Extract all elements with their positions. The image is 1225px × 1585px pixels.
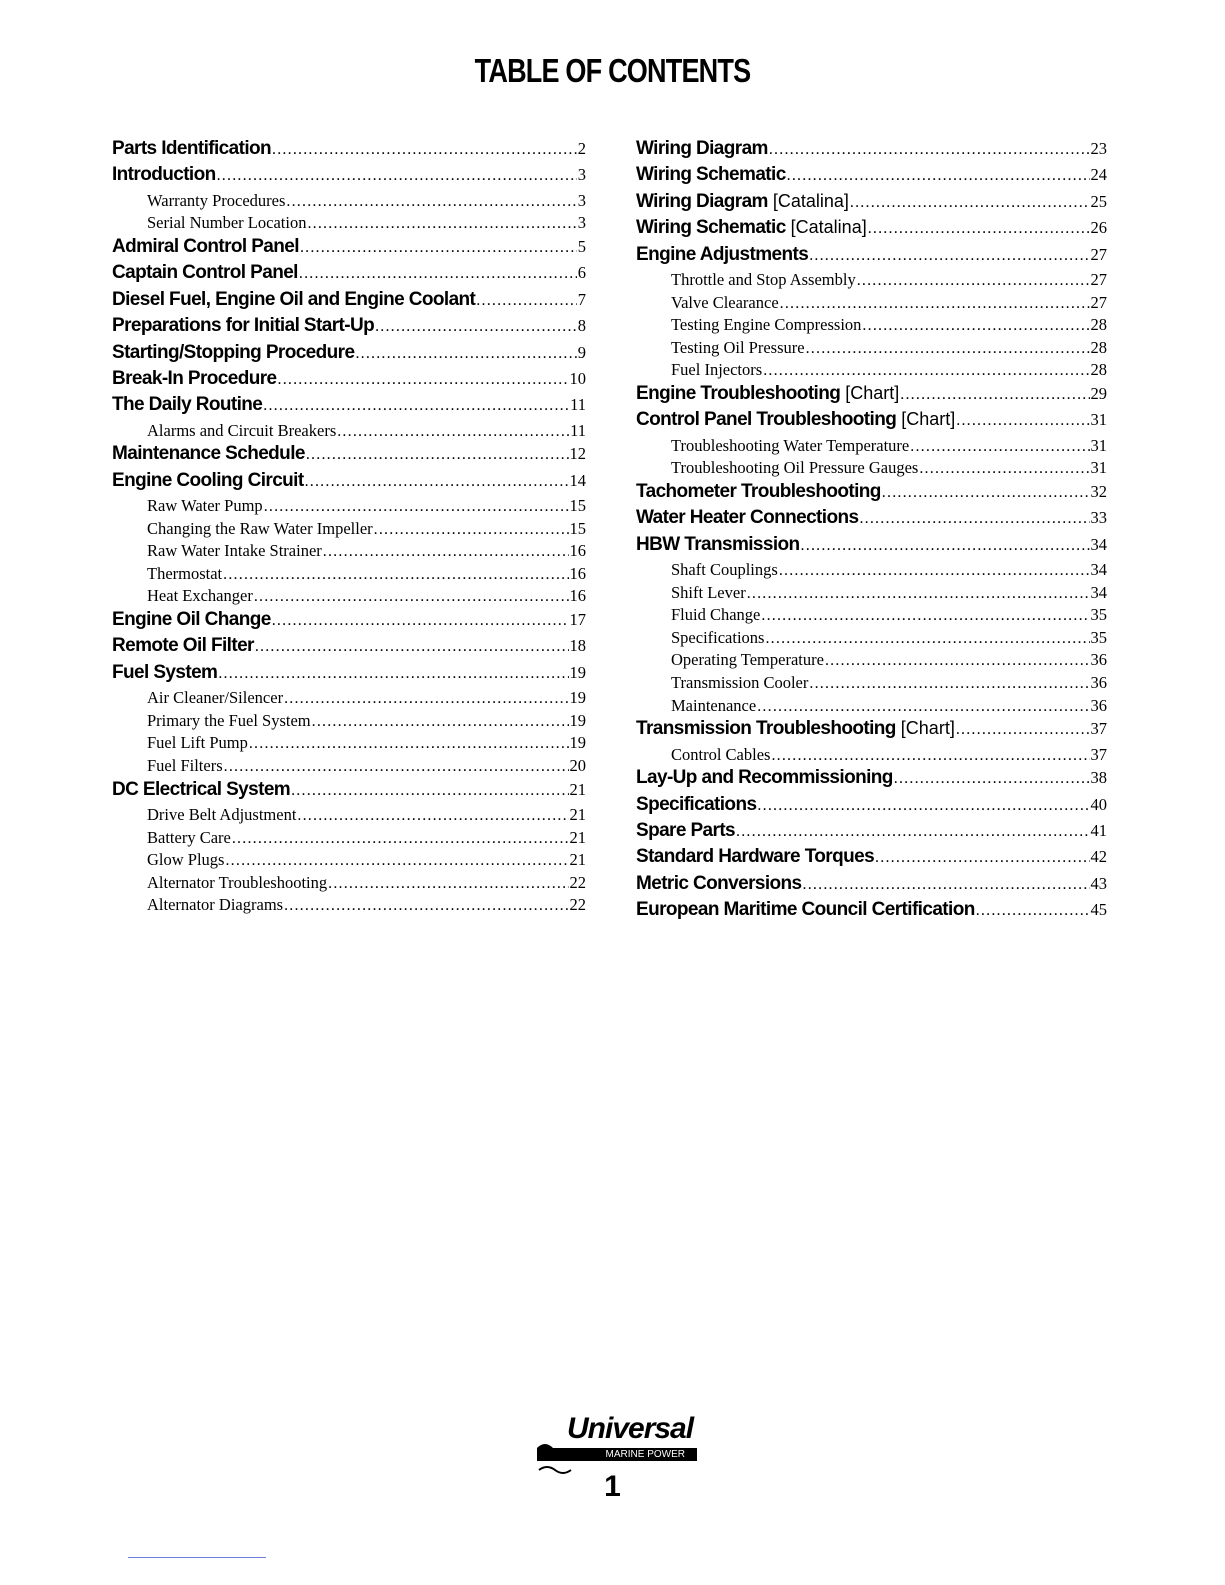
entry-title: Parts Identification — [112, 138, 272, 159]
entry-page-number: 24 — [1090, 165, 1107, 185]
entry-title: Testing Engine Compression — [671, 315, 862, 335]
entry-title: Specifications — [636, 793, 757, 815]
entry-title: Diesel Fuel, Engine Oil and Engine Coolant — [112, 288, 476, 310]
toc-subsection-entry[interactable] — [636, 270, 1107, 293]
toc-subsection-entry[interactable] — [636, 338, 1107, 361]
entry-title: Fuel System — [112, 661, 218, 683]
dot-leader — [263, 397, 569, 415]
toc-subsection-entry[interactable] — [636, 360, 1107, 383]
entry-title: HBW Transmission — [636, 533, 800, 555]
dot-leader — [255, 638, 569, 656]
entry-page-number: 40 — [1090, 794, 1107, 814]
toc-section-entry[interactable] — [636, 767, 1107, 793]
entry-title: Testing Oil Pressure — [671, 337, 805, 357]
dot-leader — [337, 423, 569, 441]
toc-section-entry[interactable] — [636, 217, 1107, 243]
toc-subsection-entry[interactable] — [636, 650, 1107, 673]
dot-leader — [736, 823, 1089, 841]
toc-section-entry[interactable] — [636, 534, 1107, 560]
dot-leader — [857, 272, 1090, 290]
entry-page-number: 37 — [1090, 744, 1107, 764]
toc-section-entry[interactable] — [636, 191, 1107, 217]
toc-section-entry[interactable] — [112, 262, 586, 288]
entry-page-number: 10 — [569, 368, 586, 388]
dot-leader — [306, 446, 569, 464]
entry-title: Lay-Up and Recommissioning — [636, 767, 893, 789]
entry-page-number: 29 — [1090, 383, 1107, 403]
dot-leader — [806, 340, 1090, 358]
entry-title: Control Cables — [671, 744, 771, 764]
entry-title: Standard Hardware Torques — [636, 846, 875, 868]
entry-title: Preparations for Initial Start-Up — [112, 315, 375, 337]
toc-subsection-entry[interactable] — [636, 605, 1107, 628]
dot-leader — [249, 735, 569, 753]
entry-title: Break-In Procedure — [112, 367, 277, 389]
dot-leader — [297, 807, 568, 825]
entry-page-number: 34 — [1090, 534, 1107, 554]
entry-page-number: 19 — [569, 662, 586, 682]
entry-page-number: 15 — [569, 496, 586, 516]
logo-tagline: MARINE POWER — [537, 1448, 697, 1461]
dot-leader — [956, 412, 1089, 430]
dot-leader — [323, 543, 569, 561]
entry-page-number: 11 — [570, 420, 586, 440]
entry-page-number: 21 — [569, 779, 586, 799]
dot-leader — [747, 585, 1090, 603]
entry-page-number: 11 — [570, 395, 586, 415]
entry-title: Alternator Diagrams — [147, 895, 284, 915]
toc-subsection-entry[interactable] — [636, 745, 1107, 768]
entry-title: Engine Oil Change — [112, 609, 271, 631]
entry-page-number: 34 — [1090, 560, 1107, 580]
dot-leader — [291, 782, 568, 800]
entry-page-number: 35 — [1090, 605, 1107, 625]
entry-page-number: 45 — [1090, 900, 1107, 920]
dot-leader — [771, 747, 1089, 765]
entry-page-number: 19 — [569, 710, 586, 730]
toc-subsection-entry[interactable] — [112, 191, 586, 214]
dot-leader — [976, 902, 1090, 920]
toc-subsection-entry[interactable] — [112, 828, 586, 851]
toc-section-entry[interactable] — [112, 394, 586, 420]
entry-page-number: 19 — [569, 688, 586, 708]
toc-left-column — [112, 138, 586, 918]
toc-subsection-entry[interactable] — [112, 873, 586, 896]
entry-title: DC Electrical System — [112, 778, 291, 800]
entry-page-number: 36 — [1090, 695, 1107, 715]
entry-page-number: 16 — [569, 541, 586, 561]
link-underline — [128, 1557, 266, 1558]
dot-leader — [809, 675, 1089, 693]
entry-title: Serial Number Location — [147, 213, 307, 233]
entry-page-number: 23 — [1090, 139, 1107, 158]
dot-leader — [859, 510, 1089, 528]
entry-title: Metric Conversions — [636, 872, 802, 894]
toc-section-entry[interactable] — [636, 481, 1107, 507]
entry-title: Remote Oil Filter — [112, 635, 254, 657]
dot-leader — [780, 295, 1090, 313]
entry-page-number: 41 — [1090, 820, 1107, 840]
toc-subsection-entry[interactable] — [636, 560, 1107, 583]
toc-subsection-entry[interactable] — [636, 628, 1107, 651]
toc-section-entry[interactable] — [112, 779, 586, 805]
entry-title: Specifications — [671, 627, 765, 647]
entry-page-number: 35 — [1090, 627, 1107, 647]
entry-page-number: 34 — [1090, 582, 1107, 602]
entry-page-number: 38 — [1090, 768, 1107, 788]
entry-title: Fuel Injectors — [671, 360, 763, 380]
toc-subsection-entry[interactable] — [636, 436, 1107, 459]
page-title: TABLE OF CONTENTS — [474, 52, 751, 89]
entry-title: Troubleshooting Oil Pressure Gauges — [671, 458, 919, 478]
toc-subsection-entry[interactable] — [636, 293, 1107, 316]
dot-leader — [300, 239, 577, 257]
entry-title: Raw Water Intake Strainer — [147, 541, 322, 561]
entry-title: Engine Cooling Circuit — [112, 469, 304, 491]
dot-leader — [375, 318, 577, 336]
entry-page-number: 28 — [1090, 360, 1107, 380]
toc-section-entry[interactable] — [636, 244, 1107, 270]
entry-title: Shaft Couplings — [671, 560, 778, 580]
toc-section-entry[interactable] — [636, 507, 1107, 533]
entry-title: Thermostat — [147, 563, 223, 583]
entry-title: Changing the Raw Water Impeller — [147, 518, 373, 538]
dot-leader — [254, 588, 569, 606]
entry-page-number: 43 — [1090, 873, 1107, 893]
dot-leader — [919, 460, 1089, 478]
toc-section-entry[interactable] — [636, 873, 1107, 899]
entry-title: Raw Water Pump — [147, 496, 263, 516]
dot-leader — [803, 876, 1090, 894]
dot-leader — [305, 473, 569, 491]
toc-section-entry[interactable] — [636, 899, 1107, 925]
dot-leader — [956, 721, 1090, 739]
entry-title: Glow Plugs — [147, 850, 225, 870]
entry-title: Wiring Schematic — [636, 217, 786, 239]
entry-title: Captain Control Panel — [112, 262, 298, 284]
dot-leader — [286, 193, 576, 211]
dot-leader — [225, 852, 568, 870]
toc-subsection-entry[interactable] — [636, 673, 1107, 696]
dot-leader — [801, 537, 1090, 555]
entry-title: Troubleshooting Water Temperature — [671, 435, 910, 455]
dot-leader — [476, 292, 576, 310]
toc-subsection-entry[interactable] — [112, 711, 586, 734]
entry-page-number: 21 — [569, 827, 586, 847]
entry-title: Fuel Filters — [147, 756, 223, 775]
dot-leader — [217, 167, 577, 185]
dot-leader — [868, 220, 1090, 238]
toc-subsection-entry[interactable] — [112, 519, 586, 542]
entry-note: [Chart] — [901, 409, 956, 430]
toc-subsection-entry[interactable] — [112, 541, 586, 564]
dot-leader — [264, 498, 569, 516]
entry-page-number: 27 — [1090, 244, 1107, 264]
dot-leader — [307, 215, 576, 233]
entry-page-number: 8 — [577, 316, 586, 336]
entry-title: Shift Lever — [671, 582, 746, 602]
entry-page-number: 42 — [1090, 847, 1107, 867]
entry-title: Wiring Diagram — [636, 138, 768, 159]
toc-section-entry[interactable] — [112, 470, 586, 496]
entry-title: Water Heater Connections — [636, 507, 859, 529]
dot-leader — [769, 141, 1090, 159]
entry-page-number: 6 — [577, 263, 586, 283]
entry-title: Engine Adjustments — [636, 243, 809, 265]
entry-title: Transmission Troubleshooting — [636, 718, 896, 740]
entry-page-number: 3 — [577, 165, 586, 185]
toc-section-entry[interactable] — [112, 609, 586, 635]
dot-leader — [763, 362, 1089, 380]
toc-section-entry[interactable] — [112, 443, 586, 469]
entry-page-number: 9 — [577, 342, 586, 362]
dot-leader — [328, 875, 568, 893]
toc-section-entry[interactable] — [636, 138, 1107, 164]
dot-leader — [882, 484, 1090, 502]
entry-title: Wiring Schematic — [636, 164, 786, 186]
dot-leader — [765, 630, 1089, 648]
toc-section-entry[interactable] — [112, 289, 586, 315]
entry-title: Heat Exchanger — [147, 586, 253, 606]
toc-subsection-entry[interactable] — [112, 421, 586, 444]
dot-leader — [894, 770, 1090, 788]
toc-section-entry[interactable] — [636, 383, 1107, 409]
entry-page-number: 3 — [577, 190, 586, 210]
entry-page-number: 31 — [1090, 458, 1107, 478]
dot-leader — [224, 758, 569, 776]
entry-title: Tachometer Troubleshooting — [636, 480, 881, 502]
dot-leader — [284, 690, 568, 708]
entry-page-number: 12 — [569, 444, 586, 464]
entry-title: Warranty Procedures — [147, 190, 286, 210]
universal-marine-power-logo — [537, 1412, 697, 1468]
toc-section-entry[interactable] — [112, 342, 586, 368]
dot-leader — [875, 849, 1089, 867]
entry-page-number: 36 — [1090, 650, 1107, 670]
toc-subsection-entry[interactable] — [112, 895, 586, 918]
toc-subsection-entry[interactable] — [636, 315, 1107, 338]
entry-note: [Chart] — [845, 382, 900, 403]
dot-leader — [862, 317, 1089, 335]
entry-page-number: 5 — [577, 236, 586, 256]
entry-page-number: 37 — [1090, 719, 1107, 739]
dot-leader — [272, 612, 569, 630]
dot-leader — [218, 665, 568, 683]
toc-subsection-entry[interactable] — [112, 805, 586, 828]
dot-leader — [825, 652, 1090, 670]
entry-title: European Maritime Council Certification — [636, 899, 975, 921]
entry-title: Drive Belt Adjustment — [147, 804, 297, 824]
toc-subsection-entry[interactable] — [112, 586, 586, 609]
entry-page-number: 14 — [569, 470, 586, 490]
dot-leader — [284, 897, 568, 915]
dot-leader — [809, 247, 1089, 265]
dot-leader — [232, 830, 569, 848]
entry-title: The Daily Routine — [112, 394, 263, 416]
dot-leader — [355, 345, 576, 363]
entry-title: Throttle and Stop Assembly — [671, 269, 856, 289]
toc-right-column — [636, 138, 1107, 926]
toc-subsection-entry[interactable] — [112, 733, 586, 756]
entry-title: Transmission Cooler — [671, 673, 809, 693]
entry-page-number: 28 — [1090, 337, 1107, 357]
logo-brand: Universal — [567, 1412, 694, 1445]
entry-title: Spare Parts — [636, 819, 736, 841]
toc-section-entry[interactable] — [636, 409, 1107, 435]
toc-section-entry[interactable] — [112, 368, 586, 394]
entry-page-number: 15 — [569, 518, 586, 538]
toc-section-entry[interactable] — [112, 164, 586, 190]
toc-subsection-entry[interactable] — [112, 756, 586, 779]
entry-note: [Catalina] — [772, 190, 849, 211]
toc-section-entry[interactable] — [636, 846, 1107, 872]
dot-leader — [312, 713, 569, 731]
entry-title: Maintenance — [671, 695, 757, 715]
entry-page-number: 20 — [569, 756, 586, 775]
entry-title: Wiring Diagram — [636, 190, 768, 212]
dot-leader — [278, 371, 569, 389]
entry-page-number: 25 — [1090, 191, 1107, 211]
toc-section-entry[interactable] — [112, 315, 586, 341]
entry-title: Control Panel Troubleshooting — [636, 409, 897, 431]
entry-title: Battery Care — [147, 827, 231, 847]
toc-section-entry[interactable] — [112, 138, 586, 164]
entry-title: Admiral Control Panel — [112, 235, 299, 257]
entry-title: Operating Temperature — [671, 650, 824, 670]
dot-leader — [787, 167, 1090, 185]
toc-section-entry[interactable] — [636, 794, 1107, 820]
dot-leader — [757, 698, 1089, 716]
entry-title: Alarms and Circuit Breakers — [147, 420, 337, 440]
entry-page-number: 27 — [1090, 292, 1107, 312]
toc-subsection-entry[interactable] — [112, 496, 586, 519]
entry-page-number: 26 — [1090, 218, 1107, 238]
entry-note: [Chart] — [900, 718, 955, 739]
toc-subsection-entry[interactable] — [636, 696, 1107, 719]
dot-leader — [223, 566, 568, 584]
dot-leader — [757, 797, 1089, 815]
entry-title: Engine Troubleshooting — [636, 382, 841, 404]
toc-section-entry[interactable] — [636, 820, 1107, 846]
entry-page-number: 3 — [577, 213, 586, 233]
entry-page-number: 19 — [569, 733, 586, 753]
entry-page-number: 17 — [569, 610, 586, 630]
dot-leader — [900, 386, 1089, 404]
dot-leader — [272, 141, 577, 159]
entry-title: Primary the Fuel System — [147, 710, 311, 730]
entry-page-number: 21 — [569, 850, 586, 870]
dot-leader — [850, 194, 1090, 212]
dot-leader — [299, 265, 577, 283]
entry-title: Alternator Troubleshooting — [147, 872, 328, 892]
toc-subsection-entry[interactable] — [112, 850, 586, 873]
toc-subsection-entry[interactable] — [112, 213, 586, 236]
entry-page-number: 22 — [569, 872, 586, 892]
toc-subsection-entry[interactable] — [636, 458, 1107, 481]
entry-title: Fluid Change — [671, 605, 761, 625]
entry-page-number: 27 — [1090, 269, 1107, 289]
entry-title: Fuel Lift Pump — [147, 733, 248, 753]
entry-page-number: 18 — [569, 636, 586, 656]
entry-title: Maintenance Schedule — [112, 443, 305, 465]
dot-leader — [374, 521, 569, 539]
entry-page-number: 33 — [1090, 508, 1107, 528]
entry-page-number: 32 — [1090, 481, 1107, 501]
toc-section-entry[interactable] — [112, 635, 586, 661]
page-number: 1 — [604, 1470, 621, 1503]
entry-page-number: 28 — [1090, 315, 1107, 335]
toc-subsection-entry[interactable] — [636, 583, 1107, 606]
dot-leader — [761, 607, 1089, 625]
toc-section-entry[interactable] — [636, 164, 1107, 190]
entry-title: Valve Clearance — [671, 292, 779, 312]
toc-section-entry[interactable] — [112, 236, 586, 262]
entry-page-number: 36 — [1090, 673, 1107, 693]
entry-page-number: 22 — [569, 895, 586, 915]
entry-page-number: 21 — [569, 804, 586, 824]
entry-page-number: 16 — [569, 586, 586, 606]
toc-subsection-entry[interactable] — [112, 688, 586, 711]
toc-subsection-entry[interactable] — [112, 564, 586, 587]
entry-page-number: 7 — [577, 289, 586, 309]
entry-title: Starting/Stopping Procedure — [112, 341, 355, 363]
toc-section-entry[interactable] — [636, 718, 1107, 744]
entry-note: [Catalina] — [790, 217, 867, 238]
dot-leader — [779, 562, 1090, 580]
dot-leader — [910, 438, 1089, 456]
entry-page-number: 16 — [569, 563, 586, 583]
entry-page-number: 2 — [577, 139, 586, 158]
entry-title: Introduction — [112, 164, 216, 186]
entry-page-number: 31 — [1090, 435, 1107, 455]
toc-section-entry[interactable] — [112, 662, 586, 688]
entry-page-number: 31 — [1090, 410, 1107, 430]
entry-title: Air Cleaner/Silencer — [147, 688, 284, 708]
